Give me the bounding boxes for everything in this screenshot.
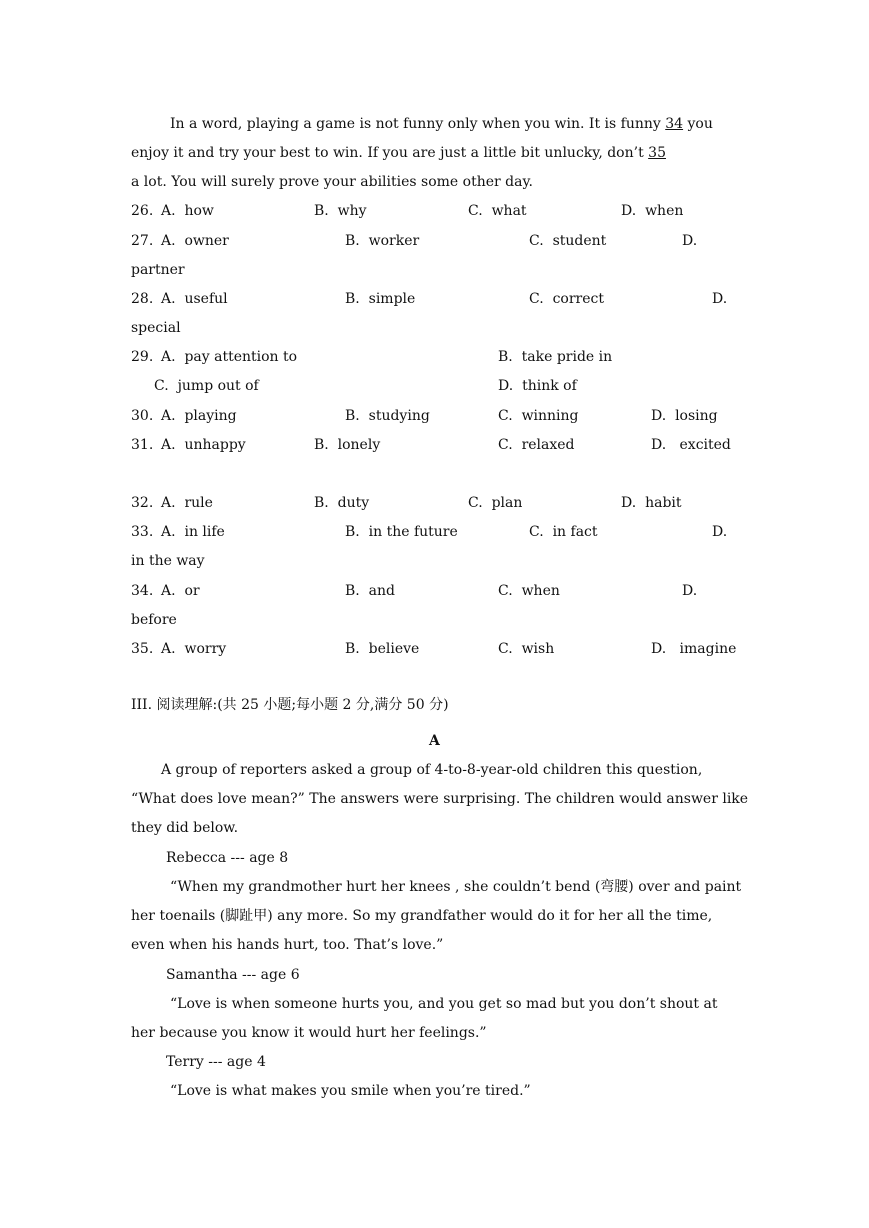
q33-number: 33. [131,524,154,540]
q34-option-d-text: before [131,612,177,628]
q31-option-c: C. relaxed [498,437,575,453]
passage-line: even when his hands hurt, too. That’s love.” [131,937,444,953]
q34-option-a: A. or [161,583,200,599]
intro-line-1-end: you [683,116,713,132]
passage-line: “Love is what makes you smile when you’re tired.” [170,1083,531,1099]
speaker-samantha: Samantha --- age 6 [166,967,300,983]
passage-line: her because you know it would hurt her feelings.” [131,1025,487,1041]
q27-option-d-text: partner [131,262,185,278]
passage-line: “Love is when someone hurts you, and you get so mad but you don’t shout at [170,996,718,1012]
q28-option-d-text: special [131,320,181,336]
q31-option-d: D. excited [651,437,731,453]
q29-option-b: B. take pride in [498,349,613,365]
speaker-rebecca: Rebecca --- age 8 [166,850,289,866]
q32-option-a: A. rule [161,495,213,511]
q30-option-b: B. studying [345,408,430,424]
intro-line-1 [170,115,713,133]
intro-line-1-text: In a word, playing a game is not funny only when you win. It is funny [170,116,666,132]
passage-line: they did below. [131,820,239,836]
section-heading: III. 阅读理解:(共 25 小题;每小题 2 分,满分 50 分) [131,697,449,713]
q28-option-a: A. useful [161,291,228,307]
passage-line: “When my grandmother hurt her knees , she couldn’t bend (弯腰) over and paint [170,879,742,895]
intro-line-2-text: enjoy it and try your best to win. If you are just a little bit unlucky, don’t [131,145,649,161]
blank-34: 34 [665,116,684,132]
blank-35: 35 [648,145,666,161]
passage-line: her toenails (脚趾甲) any more. So my grandfather would do it for her all the time, [131,908,713,924]
q26-option-c: C. what [468,203,527,219]
q31-option-b: B. lonely [314,437,381,453]
q33-option-a: A. in life [161,524,225,540]
q27-option-b: B. worker [345,233,420,249]
q27-option-c: C. student [529,233,607,249]
q32-number: 32. [131,495,154,511]
passage-title: A [429,733,440,749]
q33-option-b: B. in the future [345,524,458,540]
q29-option-c: C. jump out of [154,378,259,394]
q27-option-d: D. [682,233,698,249]
q32-option-d: D. habit [621,495,682,511]
q32-option-c: C. plan [468,495,523,511]
intro-line-2 [131,144,666,162]
q30-option-a: A. playing [161,408,237,424]
q28-option-c: C. correct [529,291,604,307]
q33-option-c: C. in fact [529,524,598,540]
q27-option-a: A. owner [161,233,229,249]
speaker-terry: Terry --- age 4 [166,1054,266,1070]
q29-number: 29. [131,349,154,365]
passage-line: A group of reporters asked a group of 4-to-8-year-old children this question, [161,762,703,778]
q28-number: 28. [131,291,154,307]
q26-option-a: A. how [161,203,214,219]
q31-option-a: A. unhappy [161,437,246,453]
q33-option-d-text: in the way [131,553,205,569]
q30-option-d: D. losing [651,408,718,424]
passage-line: “What does love mean?” The answers were surprising. The children would answer like [131,791,749,807]
q31-number: 31. [131,437,154,453]
q27-number: 27. [131,233,154,249]
q34-option-d: D. [682,583,698,599]
q35-option-b: B. believe [345,641,420,657]
q32-option-b: B. duty [314,495,370,511]
q29-option-a: A. pay attention to [161,349,298,365]
q35-option-d: D. imagine [651,641,737,657]
intro-line-3: a lot. You will surely prove your abilities some other day. [131,174,533,190]
q35-number: 35. [131,641,154,657]
q34-number: 34. [131,583,154,599]
q29-option-d: D. think of [498,378,577,394]
q35-option-a: A. worry [161,641,227,657]
q34-option-b: B. and [345,583,395,599]
q34-option-c: C. when [498,583,560,599]
q33-option-d: D. [712,524,728,540]
q26-number: 26. [131,203,154,219]
q28-option-b: B. simple [345,291,416,307]
q26-option-b: B. why [314,203,367,219]
q26-option-d: D. when [621,203,684,219]
q30-option-c: C. winning [498,408,579,424]
q30-number: 30. [131,408,154,424]
q28-option-d: D. [712,291,728,307]
q35-option-c: C. wish [498,641,555,657]
